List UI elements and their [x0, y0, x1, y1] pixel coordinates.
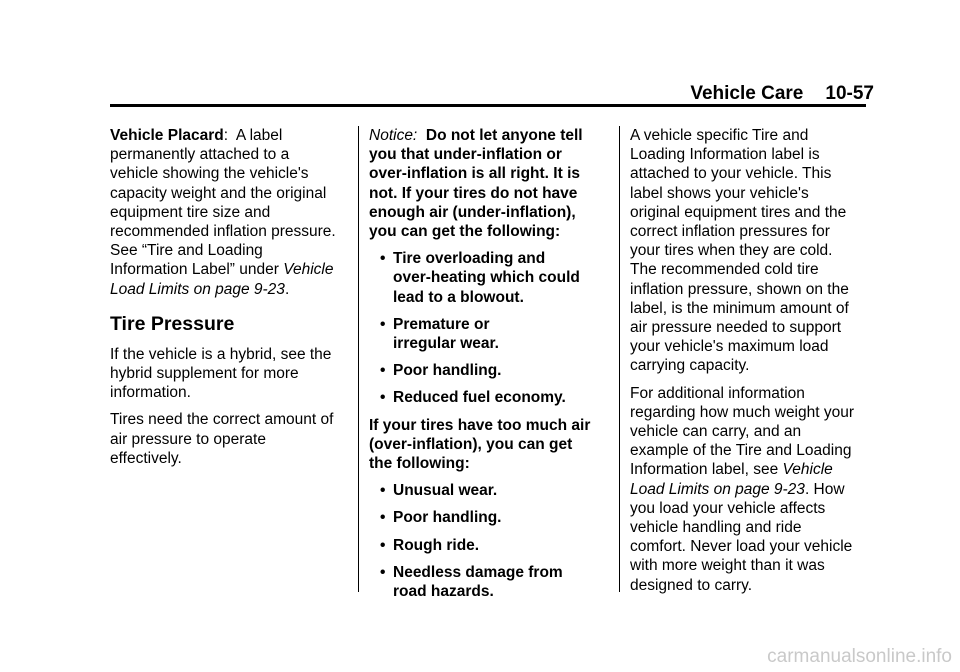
- bullet-icon: •: [380, 362, 386, 380]
- bullet-icon: •: [380, 536, 386, 554]
- text-line: If your tires have too much air: [369, 416, 591, 434]
- text-line: Reduced fuel economy.: [393, 389, 566, 407]
- text-line: hybrid supplement for more: [110, 365, 299, 383]
- text-line: carrying capacity.: [630, 357, 750, 375]
- text-line: Rough ride.: [393, 536, 480, 554]
- watermark: carmanualsonline.info: [767, 646, 952, 667]
- text-line: Unusual wear.: [393, 482, 498, 500]
- text-line: permanently attached to a: [110, 146, 290, 164]
- text-line: Poor handling.: [393, 362, 502, 380]
- text-line: The recommended cold tire: [630, 261, 819, 279]
- text-line: lead to a blowout.: [393, 288, 524, 306]
- placard-description: [630, 126, 870, 376]
- text-line: Tires need the correct amount of: [110, 411, 334, 429]
- text-line: information.: [110, 384, 191, 402]
- text-line: you that under-inflation or: [369, 146, 562, 164]
- text-line: See “Tire and Loading: [110, 242, 263, 260]
- section-heading: Tire Pressure: [110, 312, 235, 335]
- list-item: [369, 315, 609, 353]
- text-line: air pressure needed to support: [630, 319, 842, 337]
- text-line: original equipment tires and the: [630, 203, 847, 221]
- cross-reference-link[interactable]: Vehicle: [782, 461, 833, 479]
- text-line: capacity weight and the original: [110, 184, 327, 202]
- column-divider: [619, 126, 620, 592]
- text-line: designed to carry.: [630, 576, 753, 594]
- text-line: inflation pressure, shown on the: [630, 280, 849, 298]
- column-middle: [369, 126, 609, 609]
- text-line: not. If your tires do not have: [369, 184, 578, 202]
- running-header: [690, 83, 874, 105]
- text-line: your tires when they are cold.: [630, 242, 833, 260]
- text-line: the following:: [369, 455, 470, 473]
- text-line: Loading Information label is: [630, 146, 820, 164]
- text-line: example of the Tire and Loading: [630, 442, 852, 460]
- text-line: vehicle showing the vehicle's: [110, 165, 309, 183]
- list-item: [369, 388, 609, 407]
- over-inflation-intro: [369, 416, 609, 474]
- bullet-icon: •: [380, 509, 386, 527]
- text-line: your vehicle's maximum load: [630, 338, 829, 356]
- text-line: air pressure to operate: [110, 430, 266, 448]
- text-line: with more weight than it was: [630, 557, 825, 575]
- text-line: over-heating which could: [393, 269, 580, 287]
- over-inflation-list: [369, 481, 609, 601]
- text-line: vehicle handling and ride: [630, 519, 802, 537]
- text-line: irregular wear.: [393, 335, 499, 353]
- text-line: label, is the minimum amount of: [630, 299, 849, 317]
- cross-reference-link[interactable]: Load Limits on page 9-23: [630, 480, 805, 498]
- text-line: A label: [235, 127, 283, 144]
- column-divider: [358, 126, 359, 592]
- text-line: correct inflation pressures for: [630, 223, 830, 241]
- notice-label: Notice:: [369, 127, 418, 144]
- text-line: equipment tire size and: [110, 203, 271, 221]
- list-item: [369, 563, 609, 601]
- text-line: road hazards.: [393, 583, 494, 601]
- bullet-icon: •: [380, 563, 386, 581]
- text-line: Tire overloading and: [393, 250, 546, 268]
- header-rule: [110, 104, 866, 107]
- text-line: attached to your vehicle. This: [630, 165, 832, 183]
- hybrid-note: [110, 345, 350, 403]
- additional-info-paragraph: For additional information regarding how much weight your vehicle can carry, and an example of the Tire and Loading Information label, see Vehicle Load Limits on page 9-23. How you load your vehicle affects vehicle handling and ride comfort. Never load your vehicle with more weight than it was designed to carry.: [630, 384, 855, 594]
- text-line: over-inflation is all right. It is: [369, 165, 580, 183]
- text-line: Premature or: [393, 315, 490, 333]
- list-item: [369, 536, 609, 555]
- text-line: A vehicle specific Tire and: [630, 127, 809, 144]
- text-line: vehicle can carry, and an: [630, 423, 802, 441]
- column-right: [630, 126, 870, 603]
- tire-pressure-intro: [110, 410, 350, 468]
- text-line: Needless damage from: [393, 563, 563, 581]
- text-line: effectively.: [110, 449, 182, 467]
- bullet-icon: •: [380, 250, 386, 268]
- notice-block: [369, 126, 609, 241]
- page-number: 10-57: [825, 83, 874, 104]
- text-line: enough air (under-inflation),: [369, 203, 576, 221]
- column-left: [110, 126, 350, 476]
- list-item: [369, 481, 609, 500]
- cross-reference-link[interactable]: Load Limits on page 9-23: [110, 280, 285, 298]
- text-line: For additional information: [630, 384, 805, 402]
- text-line: Do not let anyone tell: [425, 127, 583, 144]
- vehicle-placard-definition: Vehicle Placard: A label permanently attached to a vehicle showing the vehicle's capacity weight and the original equipment tire size and recommended inflation pressure. See “Tire and Loading Information Label” under Vehicle Load Limits on page 9-23.: [110, 127, 336, 298]
- text-line: regarding how much weight your: [630, 403, 855, 421]
- bullet-icon: •: [380, 315, 386, 333]
- under-inflation-list: [369, 249, 609, 407]
- cross-reference-link[interactable]: Vehicle: [283, 261, 334, 279]
- text-line: comfort. Never load your vehicle: [630, 538, 853, 556]
- list-item: [369, 361, 609, 380]
- text-line: (over-inflation), you can get: [369, 435, 573, 453]
- text-line: recommended inflation pressure.: [110, 223, 336, 241]
- text-line: label shows your vehicle's: [630, 184, 809, 202]
- text-line: you load your vehicle affects: [630, 499, 826, 517]
- section-title: Vehicle Care: [690, 83, 804, 104]
- text-line: Poor handling.: [393, 509, 502, 527]
- bullet-icon: •: [380, 389, 386, 407]
- list-item: [369, 249, 609, 307]
- text-line: If the vehicle is a hybrid, see the: [110, 345, 332, 363]
- term-vehicle-placard: Vehicle Placard: [110, 127, 224, 144]
- list-item: [369, 508, 609, 527]
- text-line: you can get the following:: [369, 223, 561, 241]
- bullet-icon: •: [380, 482, 386, 500]
